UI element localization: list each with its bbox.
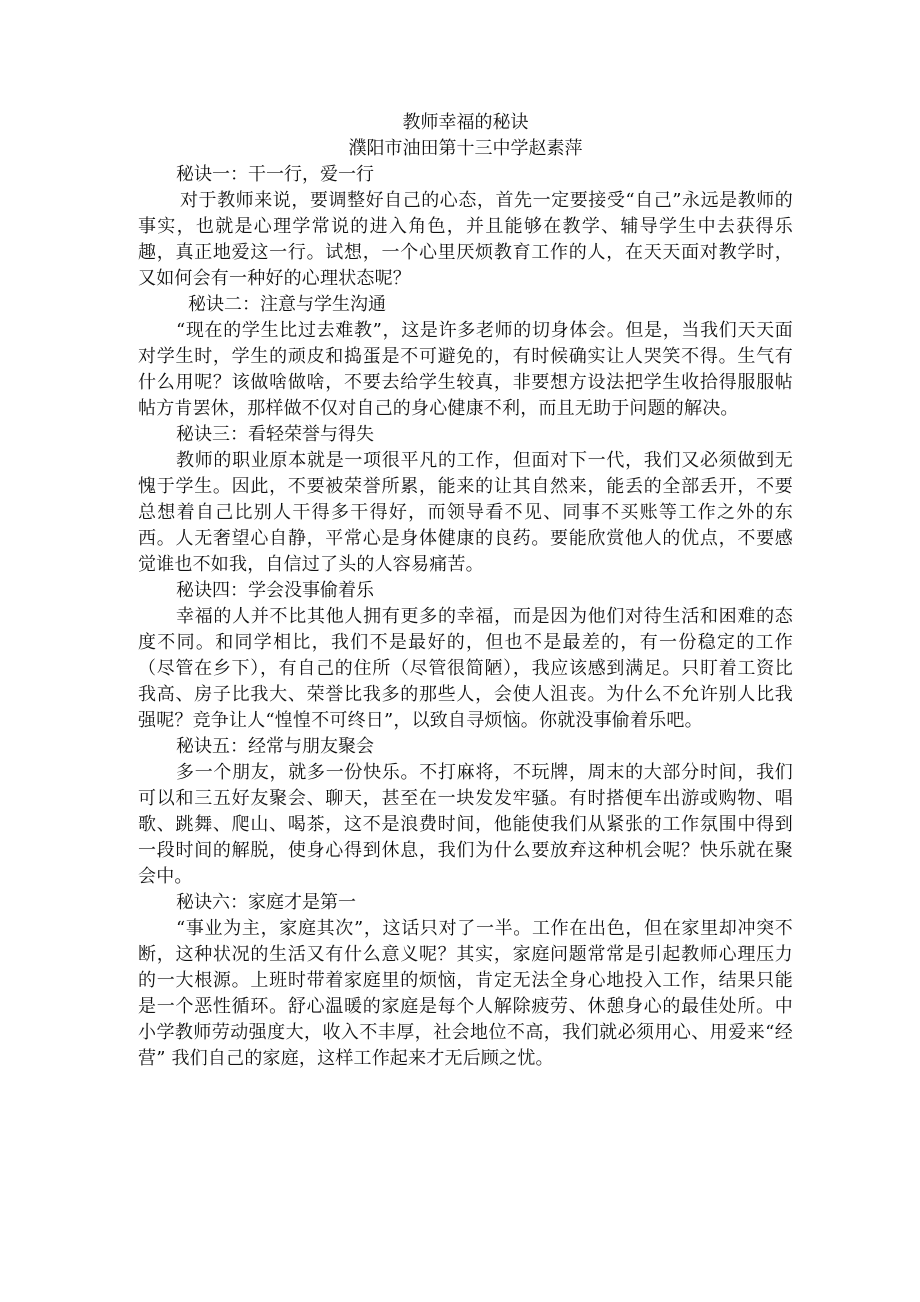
section-heading-2: 秘诀二：注意与学生沟通 (188, 294, 386, 315)
section-body-6: “事业为主，家庭其次”，这话只对了一半。工作在出色，但在家里却冲突不断，这种状况的生活又有什么意义呢？其实，家庭问题常常是引起教师心理压力的一大根源。上班时带着家庭里的烦恼，肯定无法全身心地投入工作，结果只能是一个恶性循环。舒心温暖的家庭是每个人解除疲劳、休憩身心的最佳处所。中小学教师劳动强度大，收入不丰厚，社会地位不高，我们就必须用心、用爱来“经营” 我们自己的家庭，这样工作起来才无后顾之忧。 (138, 918, 793, 1069)
section-heading-4: 秘诀四：学会没事偷着乐 (176, 580, 374, 601)
section-body-4: 幸福的人并不比其他人拥有更多的幸福，而是因为他们对待生活和困难的态度不同。和同学相比，我们不是最好的，但也不是最差的，有一份稳定的工作（尽管在乡下），有自己的住所（尽管很简陋），我应该感到满足。只盯着工资比我高、房子比我大、荣誉比我多的那些人，会使人沮丧。为什么不允许别人比我强呢？竞争让人“惶惶不可终日”，以致自寻烦恼。你就没事偷着乐吧。 (138, 606, 793, 731)
section-body-3: 教师的职业原本就是一项很平凡的工作，但面对下一代，我们又必须做到无愧于学生。因此，不要被荣誉所累，能来的让其自然来，能丢的全部丢开，不要总想着自己比别人干得多干得好，而领导看不见、同事不买账等工作之外的东西。人无奢望心自静，平常心是身体健康的良药。要能欣赏他人的优点，不要感觉谁也不如我，自信过了头的人容易痛苦。 (138, 450, 793, 575)
section-body-2: “现在的学生比过去难教”，这是许多老师的切身体会。但是，当我们天天面对学生时，学生的顽皮和捣蛋是不可避免的，有时候确实让人哭笑不得。生气有什么用呢？该做啥做啥，不要去给学生较真，非要想方设法把学生收拾得服服帖帖方肯罢休，那样做不仅对自己的身心健康不利，而且无助于问题的解决。 (138, 320, 793, 419)
section-heading-6: 秘诀六：家庭才是第一 (176, 892, 356, 913)
document-title: 教师幸福的秘诀 (402, 112, 529, 133)
section-body-5: 多一个朋友，就多一份快乐。不打麻将，不玩牌，周末的大部分时间，我们可以和三五好友聚会、聊天，甚至在一块发发牢骚。有时搭便车出游或购物、唱歌、跳舞、爬山、喝茶，这不是浪费时间，他能使我们从紧张的工作氛围中得到一段时间的解脱，使身心得到休息，我们为什么要放弃这种机会呢？快乐就在聚会中。 (138, 762, 793, 887)
author-line: 濮阳市油田第十三中学赵素萍 (348, 138, 583, 159)
document-content (138, 110, 793, 1072)
section-heading-3: 秘诀三：看轻荣誉与得失 (176, 424, 374, 445)
title-block (138, 110, 793, 162)
section-heading-5: 秘诀五：经常与朋友聚会 (176, 736, 374, 757)
section-heading-1: 秘诀一：干一行，爱一行 (176, 164, 374, 185)
section-body-1: 对于教师来说，要调整好自己的心态，首先一定要接受“自己”永远是教师的事实，也就是心理学常说的进入角色，并且能够在教学、辅导学生中去获得乐趣，真正地爱这一行。试想，一个心里厌烦教育工作的人，在天天面对教学时，又如何会有一种好的心理状态呢？ (138, 190, 793, 289)
